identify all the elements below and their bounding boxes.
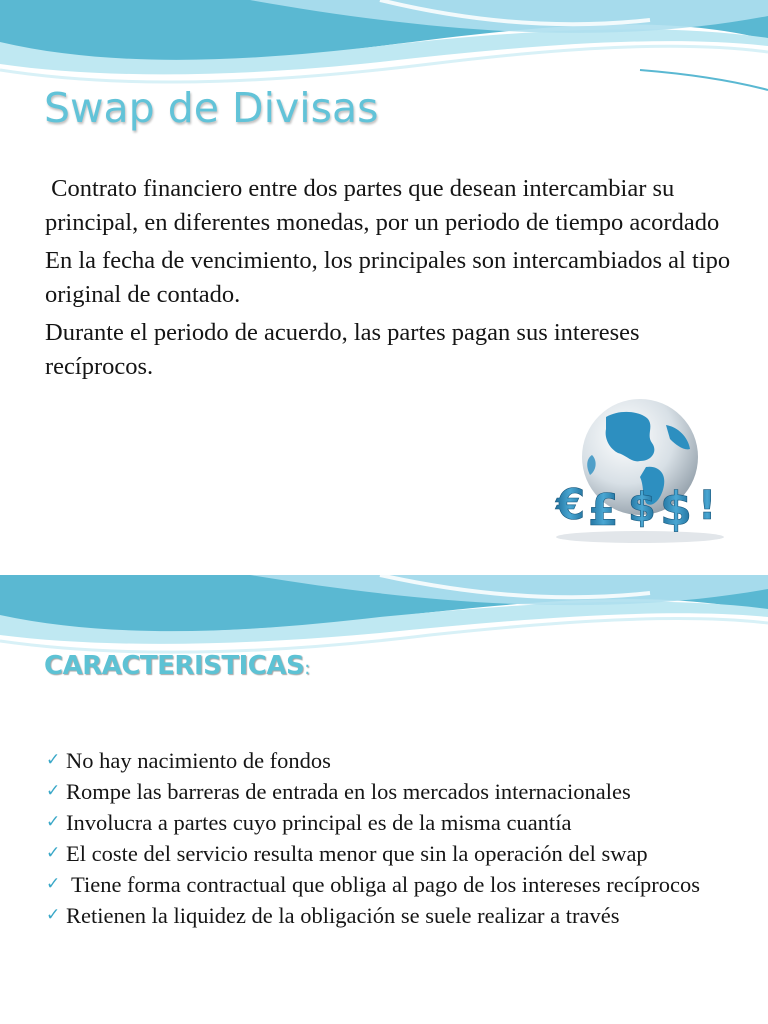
check-icon: ✓ [46, 843, 61, 863]
check-icon: ✓ [46, 750, 61, 770]
list-item [46, 745, 746, 776]
title-text: CARACTERISTICAS [44, 651, 305, 681]
dollar-symbol-right: $ [660, 482, 693, 536]
list-item-text: No hay nacimiento de fondos [66, 748, 331, 773]
paragraph-maturity: En la fecha de vencimiento, los principales son intercambiados al tipo original de contado. [45, 247, 731, 308]
globe-currency-icon [548, 395, 728, 545]
definition-text [45, 172, 735, 388]
check-icon: ✓ [46, 812, 61, 832]
title-colon: : [304, 658, 310, 679]
dollar-symbol-left: $ [628, 485, 656, 531]
characteristics-list [46, 745, 746, 931]
paragraph-definition: Contrato financiero entre dos partes que desean intercambiar su principal, en diferentes monedas, por un periodo de tiempo acordado [45, 175, 720, 236]
list-item-text: El coste del servicio resulta menor que sin la operación del swap [66, 841, 648, 866]
list-item [46, 869, 746, 900]
list-item-text: Rompe las barreras de entrada en los mercados internacionales [66, 779, 631, 804]
paragraph-interest: Durante el periodo de acuerdo, las partes pagan sus intereses recíprocos. [45, 319, 640, 380]
list-item-text: Tiene forma contractual que obliga al pago de los intereses recíprocos [71, 872, 700, 897]
list-item [46, 807, 746, 838]
slide-title [44, 651, 310, 681]
slide-title: Swap de Divisas [44, 84, 379, 132]
check-icon: ✓ [46, 905, 61, 925]
euro-symbol: € [556, 480, 586, 529]
list-item [46, 838, 746, 869]
slide-2 [0, 575, 768, 1024]
list-item-text: Involucra a partes cuyo principal es de la misma cuantía [66, 810, 572, 835]
pound-symbol: £ [588, 485, 619, 536]
list-item-text: Retienen la liquidez de la obligación se suele realizar a través [66, 903, 620, 928]
list-item [46, 900, 746, 931]
check-icon: ✓ [46, 874, 61, 894]
list-item [46, 776, 746, 807]
check-icon: ✓ [46, 781, 61, 801]
exclamation-symbol: ! [698, 483, 717, 529]
